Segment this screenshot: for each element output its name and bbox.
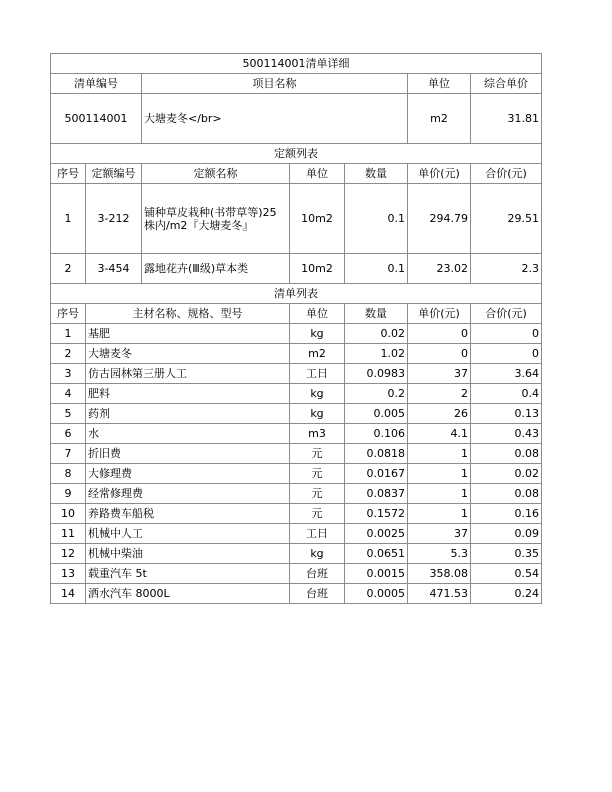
quota-qty: 0.1 [345,254,408,284]
material-name: 折旧费 [86,444,290,464]
material-qty: 0.0837 [345,484,408,504]
quota-price: 294.79 [408,184,471,254]
table-body [51,54,542,604]
bill-name-header: 项目名称 [142,74,408,94]
material-row [51,484,542,504]
material-unit: 工日 [290,524,345,544]
bill-price-header: 综合单价 [471,74,542,94]
material-total: 0.16 [471,504,542,524]
material-name: 大塘麦冬 [86,344,290,364]
bill-unit: m2 [408,94,471,144]
material-name: 大修理费 [86,464,290,484]
material-total: 0.54 [471,564,542,584]
material-price: 471.53 [408,584,471,604]
material-price: 4.1 [408,424,471,444]
material-price: 1 [408,464,471,484]
material-qty: 0.0025 [345,524,408,544]
material-name: 机械中柴油 [86,544,290,564]
material-qty: 0.0983 [345,364,408,384]
material-name: 药剂 [86,404,290,424]
material-qty: 0.005 [345,404,408,424]
material-header-row [51,304,542,324]
material-unit: 元 [290,484,345,504]
material-row [51,584,542,604]
material-seq: 13 [51,564,86,584]
material-total: 0.08 [471,484,542,504]
bill-code-header: 清单编号 [51,74,142,94]
material-unit: kg [290,324,345,344]
material-qty: 0.0167 [345,464,408,484]
material-section-row [51,284,542,304]
material-price: 1 [408,444,471,464]
bill-row [51,94,542,144]
quota-unit-header: 单位 [290,164,345,184]
bill-detail-table [50,53,542,604]
quota-unit: 10m2 [290,254,345,284]
material-total: 0.02 [471,464,542,484]
material-qty: 0.106 [345,424,408,444]
quota-price: 23.02 [408,254,471,284]
quota-row [51,184,542,254]
material-qty: 1.02 [345,344,408,364]
material-seq: 9 [51,484,86,504]
material-unit: m2 [290,344,345,364]
material-qty: 0.0651 [345,544,408,564]
material-seq: 3 [51,364,86,384]
bill-price: 31.81 [471,94,542,144]
material-unit: 元 [290,464,345,484]
material-row [51,564,542,584]
material-price: 0 [408,324,471,344]
material-total: 0.43 [471,424,542,444]
material-price-header: 单价(元) [408,304,471,324]
material-name-header: 主材名称、规格、型号 [86,304,290,324]
quota-name-header: 定额名称 [142,164,290,184]
bill-unit-header: 单位 [408,74,471,94]
material-qty: 0.0015 [345,564,408,584]
material-price: 1 [408,484,471,504]
material-row [51,504,542,524]
material-seq: 5 [51,404,86,424]
quota-total: 29.51 [471,184,542,254]
material-qty: 0.1572 [345,504,408,524]
material-unit: kg [290,384,345,404]
quota-name: 铺种草皮栽种(书带草等)25株内/m2『大塘麦冬』 [142,184,290,254]
material-seq: 7 [51,444,86,464]
material-total: 0.4 [471,384,542,404]
material-price: 26 [408,404,471,424]
quota-price-header: 单价(元) [408,164,471,184]
material-price: 1 [408,504,471,524]
material-name: 基肥 [86,324,290,344]
title-row [51,54,542,74]
material-name: 经常修理费 [86,484,290,504]
quota-total: 2.3 [471,254,542,284]
material-total: 3.64 [471,364,542,384]
material-name: 水 [86,424,290,444]
quota-unit: 10m2 [290,184,345,254]
material-row [51,384,542,404]
quota-qty: 0.1 [345,184,408,254]
material-qty: 0.0005 [345,584,408,604]
material-seq: 8 [51,464,86,484]
material-seq: 4 [51,384,86,404]
material-seq: 12 [51,544,86,564]
material-row [51,404,542,424]
quota-qty-header: 数量 [345,164,408,184]
table-title: 500114001清单详细 [51,54,542,74]
material-name: 肥料 [86,384,290,404]
material-row [51,364,542,384]
quota-section-title: 定额列表 [51,144,542,164]
quota-seq: 1 [51,184,86,254]
material-seq: 14 [51,584,86,604]
material-unit: 工日 [290,364,345,384]
material-seq: 1 [51,324,86,344]
material-qty-header: 数量 [345,304,408,324]
material-total-header: 合价(元) [471,304,542,324]
material-name: 养路费车船税 [86,504,290,524]
material-row [51,344,542,364]
material-unit-header: 单位 [290,304,345,324]
material-row [51,444,542,464]
material-seq: 6 [51,424,86,444]
material-row [51,524,542,544]
material-price: 0 [408,344,471,364]
material-name: 机械中人工 [86,524,290,544]
material-price: 37 [408,524,471,544]
material-unit: kg [290,544,345,564]
material-unit: 元 [290,444,345,464]
material-seq: 2 [51,344,86,364]
material-price: 37 [408,364,471,384]
quota-code-header: 定额编号 [86,164,142,184]
material-section-title: 清单列表 [51,284,542,304]
material-row [51,464,542,484]
quota-section-row [51,144,542,164]
material-price: 5.3 [408,544,471,564]
quota-total-header: 合价(元) [471,164,542,184]
quota-header-row [51,164,542,184]
material-total: 0.35 [471,544,542,564]
material-name: 仿古园林第三册人工 [86,364,290,384]
material-name: 洒水汽车 8000L [86,584,290,604]
material-unit: m3 [290,424,345,444]
material-total: 0 [471,344,542,364]
quota-row [51,254,542,284]
material-total: 0 [471,324,542,344]
quota-code: 3-212 [86,184,142,254]
material-qty: 0.0818 [345,444,408,464]
bill-header-row [51,74,542,94]
material-unit: 元 [290,504,345,524]
material-unit: kg [290,404,345,424]
material-seq-header: 序号 [51,304,86,324]
quota-name: 露地花卉(Ⅲ级)草本类 [142,254,290,284]
material-total: 0.24 [471,584,542,604]
material-total: 0.08 [471,444,542,464]
material-qty: 0.02 [345,324,408,344]
material-unit: 台班 [290,584,345,604]
material-total: 0.09 [471,524,542,544]
material-row [51,424,542,444]
quota-seq-header: 序号 [51,164,86,184]
material-seq: 11 [51,524,86,544]
material-price: 358.08 [408,564,471,584]
material-row [51,544,542,564]
material-qty: 0.2 [345,384,408,404]
quota-code: 3-454 [86,254,142,284]
material-total: 0.13 [471,404,542,424]
quota-seq: 2 [51,254,86,284]
bill-code: 500114001 [51,94,142,144]
material-name: 载重汽车 5t [86,564,290,584]
material-unit: 台班 [290,564,345,584]
material-row [51,324,542,344]
material-price: 2 [408,384,471,404]
bill-name: 大塘麦冬</br> [142,94,408,144]
material-seq: 10 [51,504,86,524]
